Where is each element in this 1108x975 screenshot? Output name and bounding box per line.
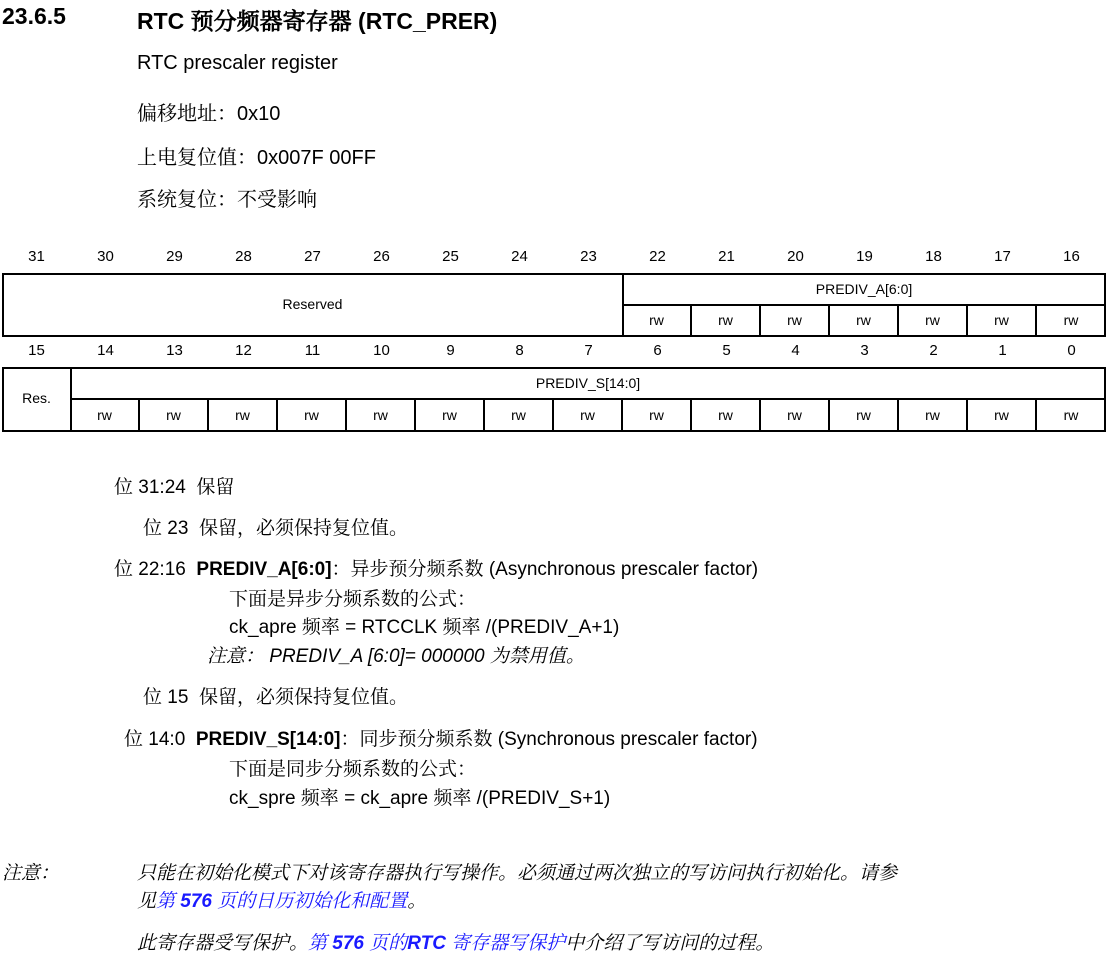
access-type: rw	[830, 400, 899, 430]
access-type: rw	[899, 400, 968, 430]
bit-number: 18	[925, 248, 942, 265]
bit-desc-14-0	[124, 724, 758, 751]
field-name: PREDIV_A[6:0]	[196, 559, 332, 580]
footnote-text: 。	[407, 891, 427, 912]
register-english-name: RTC prescaler register	[137, 52, 338, 74]
bit-desc-23	[143, 513, 408, 540]
access-type: rw	[1063, 407, 1079, 423]
access-type: rw	[968, 306, 1037, 335]
access-type: rw	[278, 400, 347, 430]
field-title: ：异步预分频系数 (Asynchronous prescaler factor)	[331, 559, 759, 580]
bit-number: 8	[515, 342, 524, 359]
link-text: RTC	[407, 933, 446, 954]
access-type: rw	[554, 400, 623, 430]
prediv-s-formula: ck_spre 频率 = ck_apre 频率 /(PREDIV_S+1)	[229, 788, 611, 809]
footnote-text: 中介绍了写访问的过程。	[565, 933, 775, 954]
link-text: 寄存器写保护	[446, 933, 566, 954]
prediv-s-field: PREDIV_S[14:0]	[535, 375, 641, 391]
bit-number: 5	[722, 342, 731, 359]
link-rtc-write-protection[interactable]	[308, 933, 565, 954]
access-type: rw	[209, 400, 278, 430]
access-type: rw	[692, 306, 761, 335]
footnote-p1-line2	[137, 886, 426, 913]
bit-number: 20	[787, 248, 804, 265]
bit-number: 29	[166, 248, 183, 265]
prediv-a-formula-intro: 下面是异步分频系数的公式：	[229, 589, 477, 610]
bit-number: 3	[860, 342, 869, 359]
footnote-label: 注意：	[2, 863, 60, 884]
bit-number: 6	[653, 342, 662, 359]
access-type: rw	[692, 400, 761, 430]
link-page-number: 576	[180, 891, 212, 912]
bit-number: 24	[511, 248, 528, 265]
prediv-a-field: PREDIV_A[6:0]	[815, 281, 913, 297]
bit-number: 28	[235, 248, 252, 265]
offset-address: 偏移地址：0x10	[137, 103, 281, 125]
footnote-text: 此寄存器受写保护。	[137, 933, 309, 954]
footnote-p2	[137, 928, 774, 955]
access-type: rw	[347, 400, 416, 430]
bit-number: 19	[856, 248, 873, 265]
bit-number: 15	[28, 342, 45, 359]
access-type: rw	[485, 400, 554, 430]
access-type: rw	[761, 400, 830, 430]
bit-number: 4	[791, 342, 800, 359]
bit-number: 10	[373, 342, 390, 359]
access-type: rw	[140, 400, 209, 430]
bit-number: 21	[718, 248, 735, 265]
section-number: 23.6.5	[2, 3, 66, 29]
bit-range: 位 14:0	[124, 729, 186, 750]
footnote-p1-line1: 只能在初始化模式下对该寄存器执行写操作。必须通过两次独立的写访问执行初始化。请参	[137, 863, 898, 884]
power-reset-value: 上电复位值：0x007F 00FF	[137, 147, 376, 169]
link-text: 页的	[364, 933, 408, 954]
bit-number: 22	[649, 248, 666, 265]
upper-bit-numbers	[2, 248, 1106, 268]
link-text: 页的日历初始化和配置	[212, 891, 408, 912]
bit-range: 位 23	[143, 518, 189, 539]
access-type: rw	[1063, 312, 1079, 328]
access-type: rw	[623, 306, 692, 335]
system-reset: 系统复位：不受影响	[137, 189, 317, 211]
prediv-a-note: 注意： PREDIV_A [6:0]= 000000 为禁用值。	[207, 646, 585, 667]
access-type: rw	[761, 306, 830, 335]
link-text: 第	[156, 891, 181, 912]
bit-number: 23	[580, 248, 597, 265]
access-type: rw	[968, 400, 1037, 430]
field-title: ：同步预分频系数 (Synchronous prescaler factor)	[340, 729, 758, 750]
lower-bit-numbers	[2, 342, 1106, 362]
link-text: 第	[308, 933, 333, 954]
reserved-field: Reserved	[282, 296, 343, 312]
prediv-a-formula: ck_apre 频率 = RTCCLK 频率 /(PREDIV_A+1)	[229, 617, 620, 638]
bit-range: 位 31:24	[114, 477, 186, 498]
prediv-s-formula-intro: 下面是同步分频系数的公式：	[229, 759, 477, 780]
bit-number: 26	[373, 248, 390, 265]
bit-number: 13	[166, 342, 183, 359]
bit-number: 31	[28, 248, 45, 265]
bit-range: 位 15	[143, 687, 189, 708]
bit-number: 9	[446, 342, 455, 359]
access-type: rw	[623, 400, 692, 430]
bit-text: 保留，必须保持复位值。	[198, 518, 408, 539]
reserved-field-lower: Res.	[22, 390, 51, 406]
footnote-text: 见	[137, 891, 157, 912]
bit-range: 位 22:16	[114, 559, 186, 580]
bit-number: 0	[1067, 342, 1076, 359]
bit-desc-22-16	[114, 554, 758, 581]
bit-number: 2	[929, 342, 938, 359]
bit-number: 16	[1063, 248, 1080, 265]
section-title: RTC 预分频器寄存器 (RTC_PRER)	[137, 8, 498, 34]
bit-desc-31-24	[114, 472, 234, 499]
access-type: rw	[416, 400, 485, 430]
bit-number: 17	[994, 248, 1011, 265]
access-type: rw	[899, 306, 968, 335]
access-type: rw	[71, 400, 140, 430]
bit-number: 11	[304, 342, 321, 359]
bit-number: 7	[584, 342, 593, 359]
link-page-number: 576	[332, 933, 364, 954]
field-name: PREDIV_S[14:0]	[195, 729, 341, 750]
bit-number: 25	[442, 248, 459, 265]
bit-number: 30	[97, 248, 114, 265]
bit-number: 1	[998, 342, 1007, 359]
link-calendar-init[interactable]	[156, 891, 407, 912]
access-type: rw	[830, 306, 899, 335]
bit-number: 12	[235, 342, 252, 359]
bit-desc-15	[143, 682, 408, 709]
bit-number: 27	[304, 248, 321, 265]
bit-text: 保留，必须保持复位值。	[198, 687, 408, 708]
bit-number: 14	[97, 342, 114, 359]
bit-text: 保留	[196, 477, 235, 498]
